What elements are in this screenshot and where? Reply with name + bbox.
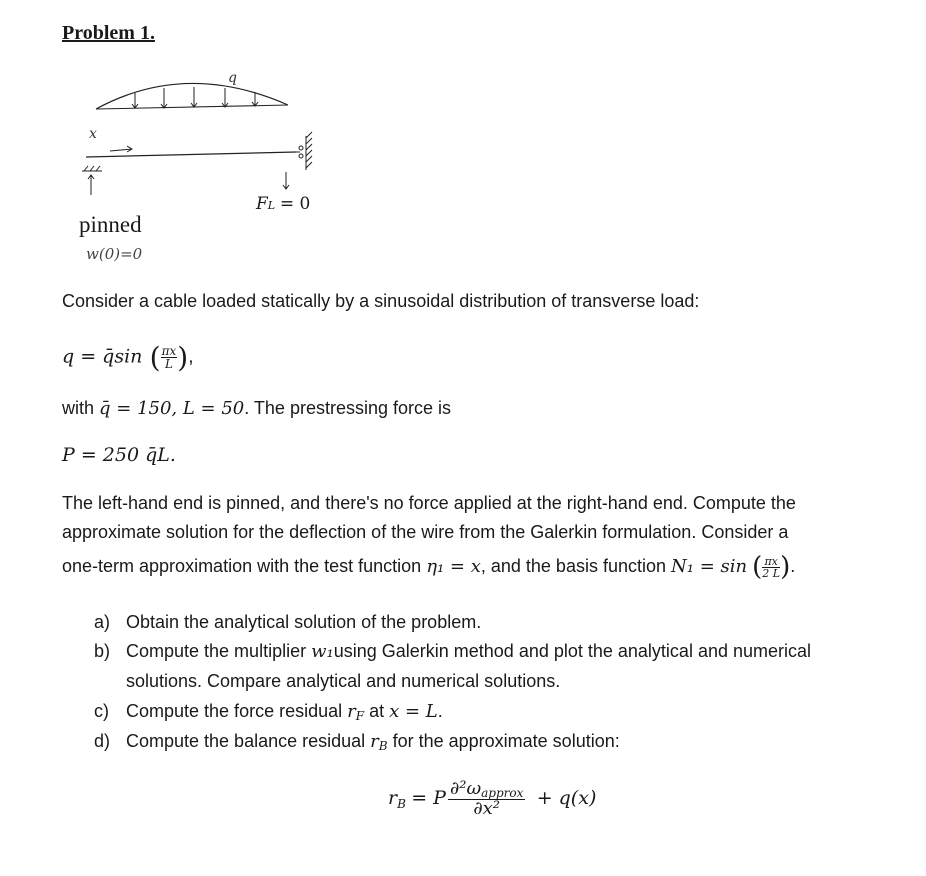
list-item-text: Compute the force residual rF at x = L. bbox=[126, 701, 443, 723]
force-label bbox=[256, 194, 310, 214]
list-item-text: Obtain the analytical solution of the problem. bbox=[126, 612, 482, 632]
prestress-equation: P = 250 q̄L. bbox=[62, 444, 176, 466]
intro-text: Consider a cable loaded statically by a sinusoidal distribution of transverse load: bbox=[62, 291, 700, 311]
list-item-label: b) bbox=[94, 641, 111, 661]
description-line-3: one-term approximation with the test function η₁ = x, and the basis function N₁ = sin ( $\frac{\pi x}{2 L}$ ). bbox=[62, 552, 796, 582]
list-item-label: a) bbox=[94, 612, 111, 632]
parameters-values: q̄ = 150, L = 50 bbox=[99, 398, 245, 419]
load-arrows bbox=[132, 87, 258, 108]
force-symbol: F bbox=[256, 194, 268, 214]
problem-title: Problem 1. bbox=[62, 22, 155, 44]
x-axis-label: x bbox=[89, 126, 97, 142]
support-condition: w(0)=0 bbox=[86, 245, 143, 263]
test-function: η₁ = x bbox=[426, 555, 481, 577]
pinned-support-icon bbox=[82, 166, 102, 195]
parameters-line: with q̄ = 150, L = 50. The prestressing force is bbox=[62, 398, 452, 419]
cable-diagram bbox=[60, 60, 380, 270]
list-item-label: d) bbox=[94, 731, 111, 751]
list-item-text: Compute the balance residual rB for the approximate solution: bbox=[126, 731, 620, 753]
load-baseline bbox=[96, 105, 288, 109]
load-equation: q = q̄sin ( $\frac{\pi x}{L}$ ), bbox=[62, 341, 194, 374]
support-label: pinned bbox=[79, 212, 142, 237]
load-label: q bbox=[228, 70, 237, 86]
force-value: = 0 bbox=[279, 194, 311, 214]
cable-line bbox=[86, 152, 296, 157]
right-end-support-icon bbox=[283, 132, 312, 189]
cable-diagram-svg bbox=[60, 60, 380, 270]
description-line-2: approximate solution for the deflection of the wire from the Galerkin formulation. Consider a bbox=[62, 522, 789, 542]
list-item-label: c) bbox=[94, 701, 109, 721]
list-item-text-continued: solutions. Compare analytical and numerical solutions. bbox=[126, 671, 561, 691]
force-subscript: L bbox=[267, 199, 276, 212]
list-item-text: Compute the multiplier w₁using Galerkin method and plot the analytical and numerical bbox=[126, 641, 811, 662]
basis-function: N₁ = sin bbox=[671, 555, 748, 577]
description-line-1: The left-hand end is pinned, and there's no force applied at the right-hand end. Compute the bbox=[62, 493, 796, 513]
residual-equation: $r_B = P$ $\frac{\text{∂²ωapprox}}{\text{∂x²}}$ + q(x) bbox=[388, 778, 597, 819]
